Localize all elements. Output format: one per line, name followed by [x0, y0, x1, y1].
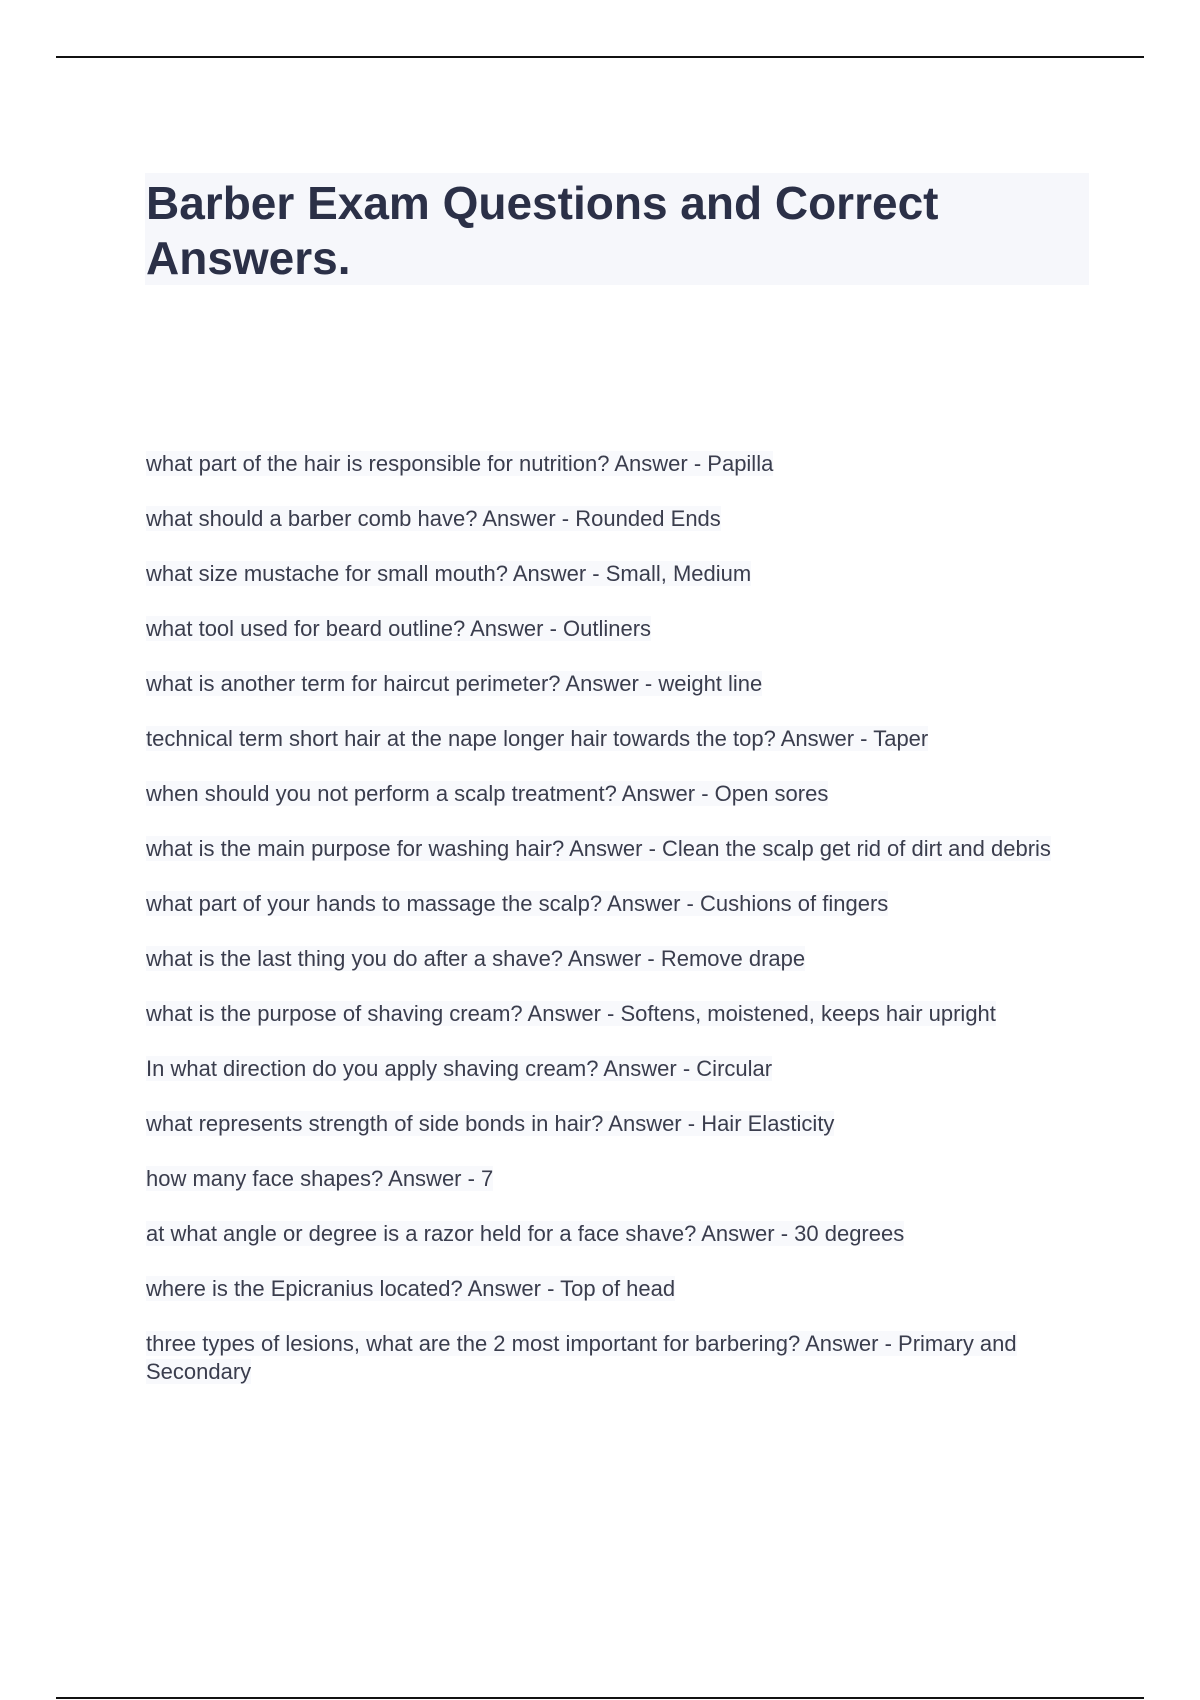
- qa-item: [146, 780, 1096, 808]
- qa-item: [146, 1220, 1096, 1248]
- qa-item: [146, 1000, 1096, 1028]
- qa-text: what represents strength of side bonds in hair? Answer - Hair Elasticity: [146, 1111, 835, 1136]
- qa-text: what is the last thing you do after a shave? Answer - Remove drape: [146, 946, 806, 971]
- qa-list: [146, 450, 1096, 1413]
- qa-text: what part of your hands to massage the scalp? Answer - Cushions of fingers: [146, 891, 889, 916]
- qa-item: [146, 1165, 1096, 1193]
- qa-item: [146, 1330, 1096, 1386]
- qa-item: [146, 560, 1096, 588]
- qa-text: where is the Epicranius located? Answer - Top of head: [146, 1276, 676, 1301]
- qa-text: what should a barber comb have? Answer - Rounded Ends: [146, 506, 721, 531]
- qa-item: [146, 450, 1096, 478]
- qa-text: how many face shapes? Answer - 7: [146, 1166, 494, 1191]
- qa-text: when should you not perform a scalp treatment? Answer - Open sores: [146, 781, 829, 806]
- qa-text: three types of lesions, what are the 2 most important for barbering? Answer - Primary and Secondary: [146, 1331, 1017, 1384]
- qa-text: at what angle or degree is a razor held for a face shave? Answer - 30 degrees: [146, 1221, 905, 1246]
- qa-text: what part of the hair is responsible for nutrition? Answer - Papilla: [146, 451, 774, 476]
- qa-item: [146, 615, 1096, 643]
- qa-item: [146, 890, 1096, 918]
- document-title: Barber Exam Questions and Correct Answers.: [146, 177, 939, 284]
- qa-text: what is another term for haircut perimeter? Answer - weight line: [146, 671, 763, 696]
- qa-text: what tool used for beard outline? Answer - Outliners: [146, 616, 652, 641]
- bottom-rule: [56, 1697, 1144, 1699]
- qa-item: [146, 670, 1096, 698]
- qa-item: [146, 1275, 1096, 1303]
- qa-item: [146, 725, 1096, 753]
- qa-text: what is the main purpose for washing hair? Answer - Clean the scalp get rid of dirt and debris: [146, 836, 1051, 861]
- qa-item: [146, 945, 1096, 973]
- qa-item: [146, 1055, 1096, 1083]
- qa-item: [146, 835, 1096, 863]
- qa-item: [146, 505, 1096, 533]
- top-rule: [56, 56, 1144, 58]
- qa-text: technical term short hair at the nape longer hair towards the top? Answer - Taper: [146, 726, 929, 751]
- qa-item: [146, 1110, 1096, 1138]
- qa-text: what size mustache for small mouth? Answer - Small, Medium: [146, 561, 752, 586]
- qa-text: what is the purpose of shaving cream? Answer - Softens, moistened, keeps hair upright: [146, 1001, 996, 1026]
- qa-text: In what direction do you apply shaving cream? Answer - Circular: [146, 1056, 773, 1081]
